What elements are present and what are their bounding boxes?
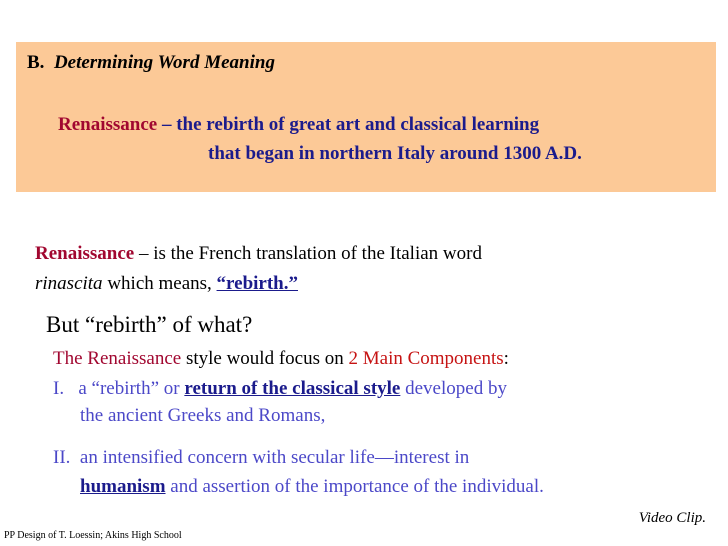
- item-2-line-1: [53, 447, 469, 469]
- item-1-line-2: the ancient Greeks and Romans,: [80, 405, 326, 426]
- definition-line-2: that began in northern Italy around 1300 A.D.: [208, 143, 582, 164]
- design-credit: PP Design of T. Loessin; Akins High School: [4, 530, 182, 541]
- paragraph-1-line-1: [35, 243, 482, 265]
- paragraph-1-line-2: [35, 273, 298, 295]
- intro-components: 2 Main Components: [348, 348, 504, 369]
- rinascita-word: rinascita: [35, 273, 103, 294]
- question-heading: But “rebirth” of what?: [46, 312, 253, 337]
- item-2-numeral: II.: [53, 447, 71, 468]
- item-1-text-2: developed by: [400, 378, 507, 399]
- components-intro: [53, 348, 509, 370]
- definition-line-1: [58, 114, 539, 136]
- item-2-text-2: and assertion of the importance of the individual.: [165, 476, 544, 497]
- intro-colon: :: [503, 348, 509, 369]
- classical-style-emphasis: return of the classical style: [184, 378, 401, 399]
- item-1-numeral: I.: [53, 378, 65, 399]
- definition-term: Renaissance: [58, 114, 158, 135]
- definition-dash: –: [157, 114, 177, 135]
- section-letter: B.: [27, 52, 45, 73]
- section-title: [27, 52, 275, 74]
- video-clip-link[interactable]: Video Clip.: [638, 510, 706, 526]
- paragraph-term: Renaissance: [35, 243, 135, 264]
- paragraph-text-2: which means,: [102, 273, 217, 294]
- item-1-line-1: [53, 378, 507, 400]
- intro-text: style would focus on: [181, 348, 349, 369]
- paragraph-text-1: – is the French translation of the Italian word: [134, 243, 482, 264]
- definition-text-1: the rebirth of great art and classical learning: [176, 114, 540, 135]
- rebirth-emphasis: “rebirth.”: [216, 273, 298, 294]
- section-title-text: Determining Word Meaning: [53, 52, 275, 73]
- item-2-line-2: [80, 476, 544, 498]
- intro-renaissance: The Renaissance: [53, 348, 182, 369]
- humanism-emphasis: humanism: [80, 476, 166, 497]
- item-2-text-1: an intensified concern with secular life—interest in: [79, 447, 470, 468]
- item-1-text-1: a “rebirth” or: [78, 378, 185, 399]
